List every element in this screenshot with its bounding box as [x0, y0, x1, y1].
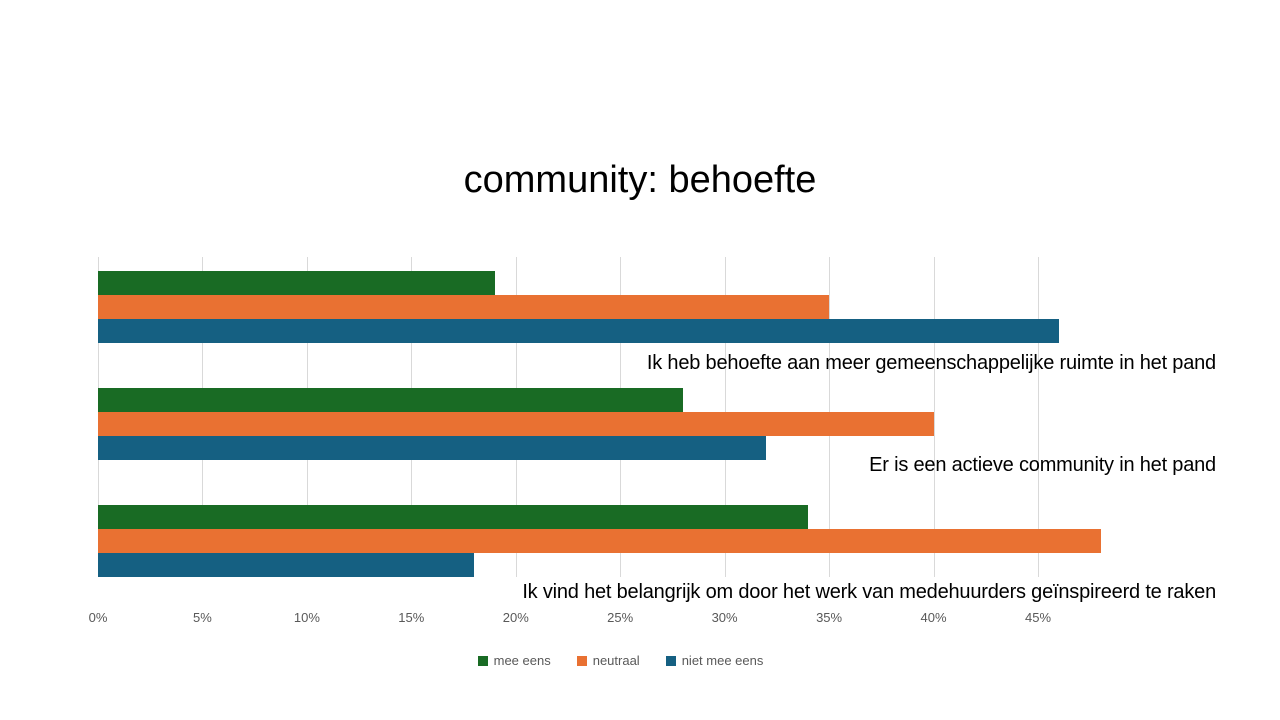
x-axis-tick: 45%: [1024, 610, 1052, 625]
legend: [98, 653, 1143, 668]
x-axis-tick: 25%: [607, 610, 634, 625]
bar-neutraal-cat0: [98, 295, 829, 319]
legend-swatch-icon: [577, 656, 587, 666]
legend-item-niet-mee-eens: [666, 653, 764, 668]
bar-mee-eens-cat1: [98, 388, 683, 412]
legend-swatch-icon: [478, 656, 488, 666]
bar-niet-mee-eens-cat2: [98, 553, 474, 577]
x-axis-tick: 40%: [920, 610, 947, 625]
bar-mee-eens-cat0: [98, 271, 495, 295]
x-axis-tick: 15%: [398, 610, 425, 625]
legend-label: niet mee eens: [681, 653, 764, 668]
x-axis-tick: 5%: [192, 610, 212, 625]
bar-mee-eens-cat2: [98, 505, 808, 529]
x-axis-tick: 20%: [502, 610, 529, 625]
bar-niet-mee-eens-cat0: [98, 319, 1059, 343]
x-axis-tick: 0%: [88, 610, 108, 625]
legend-item-mee-eens: [478, 653, 551, 668]
category-label: Ik heb behoefte aan meer gemeenschappelijke ruimte in het pand: [646, 352, 1216, 374]
bar-niet-mee-eens-cat1: [98, 436, 766, 460]
legend-item-neutraal: [577, 653, 640, 668]
x-axis-tick: 10%: [293, 610, 320, 625]
bar-neutraal-cat1: [98, 412, 934, 436]
chart-title: community: behoefte: [463, 159, 817, 201]
legend-swatch-icon: [666, 656, 676, 666]
bar-neutraal-cat2: [98, 529, 1101, 553]
plot-area: [98, 257, 1143, 577]
legend-label: mee eens: [493, 653, 551, 668]
legend-label: neutraal: [592, 653, 640, 668]
category-label: Ik vind het belangrijk om door het werk van medehuurders geïnspireerd te raken: [522, 581, 1216, 603]
category-label: Er is een actieve community in het pand: [869, 454, 1216, 476]
x-axis-tick: 30%: [711, 610, 738, 625]
x-axis-tick: 35%: [816, 610, 843, 625]
